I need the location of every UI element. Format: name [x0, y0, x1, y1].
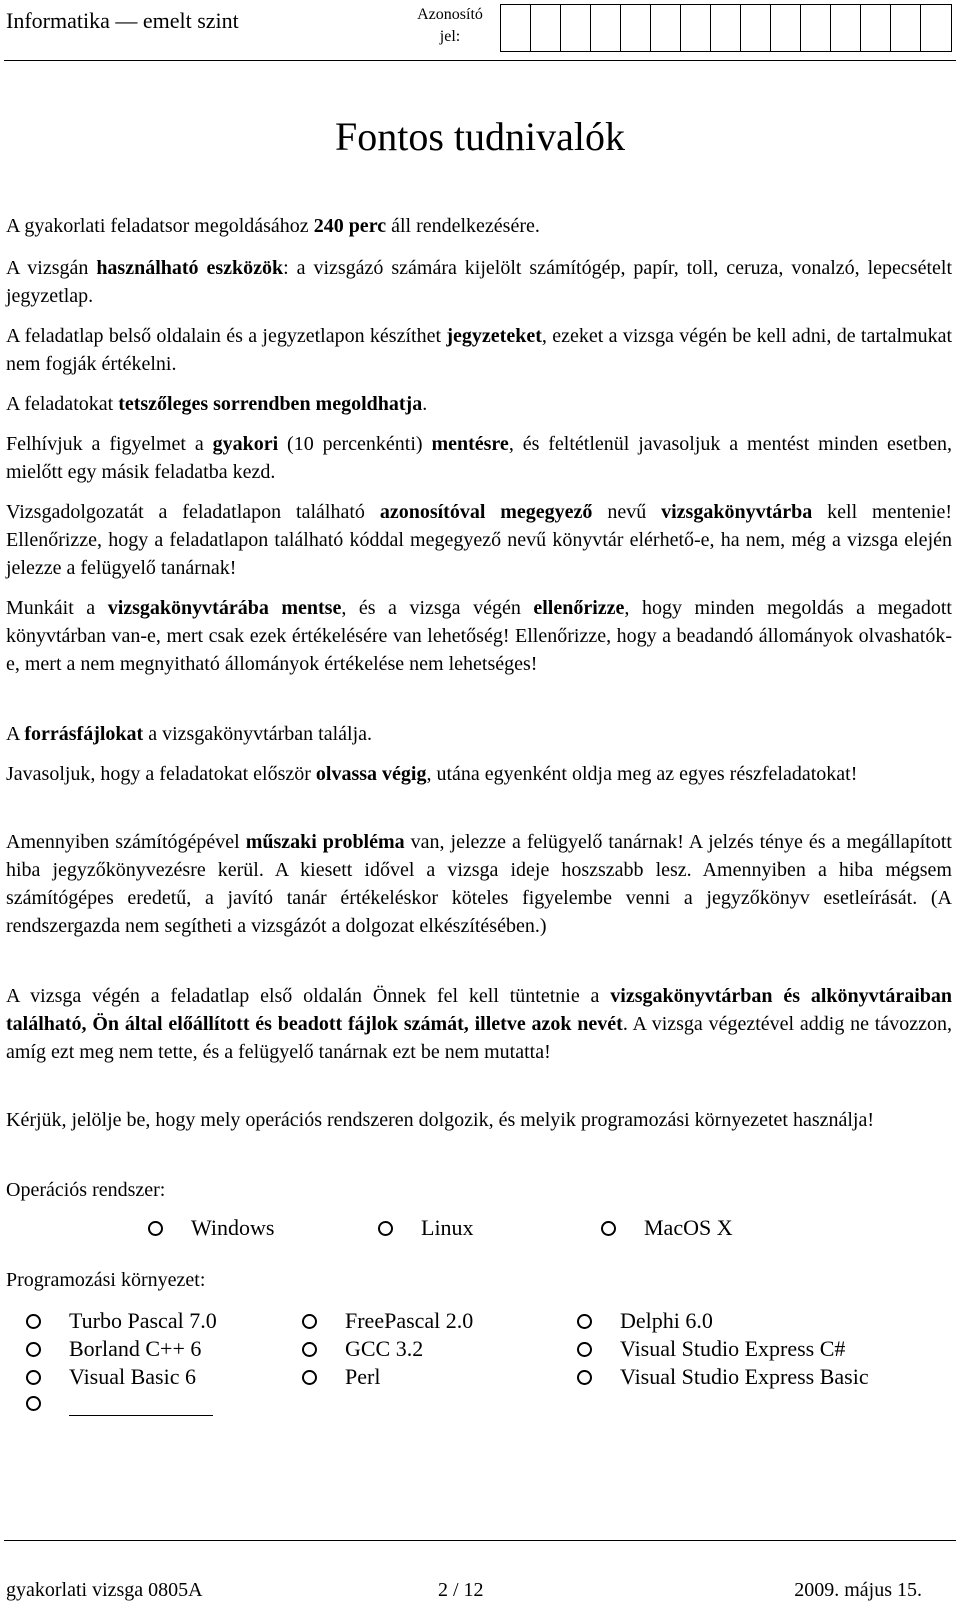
env-option-vs-express-csharp[interactable]	[577, 1335, 845, 1363]
id-box[interactable]	[741, 5, 771, 51]
env-option-label: Visual Basic 6	[69, 1364, 196, 1389]
radio-circle-icon[interactable]	[577, 1370, 592, 1385]
env-label: Programozási környezet:	[6, 1269, 206, 1291]
header-id-label	[405, 4, 495, 48]
radio-circle-icon[interactable]	[302, 1314, 317, 1329]
paragraph-technical-problem: Amennyiben számítógépével műszaki probléma van, jelezze a felügyelő tanárnak! A jelzés ténye és a megállapított hiba jegyzőkönyvezésre kerül. A kiesett idővel a vizsga ideje hoszszabb lesz. Amennyiben a hiba mégsem számítógépes eredetű, a javító tanár értékeléskor köteles figyelembe venni a jegyzőkönyv esetleírását. (A rendszergazda nem segítheti a vizsgázót a dolgozat elkészítésében.)	[6, 831, 952, 937]
paragraph-save-check: Munkáit a vizsgakönyvtárába mentse, és a vizsga végén ellenőrizze, hogy minden megoldás a megadott könyvtárban van-e, mert csak ezek értékelésére van lehetőség! Ellenőrizze, hogy a beadandó állományok olvashatók-e, mert a nem megnyitható állományok értékelése nem lehetséges!	[6, 597, 952, 675]
env-option-delphi[interactable]	[577, 1307, 713, 1335]
paragraph-order: A feladatokat tetszőleges sorrendben megoldhatja.	[6, 393, 428, 415]
id-box[interactable]	[861, 5, 891, 51]
os-option-label: Windows	[191, 1215, 275, 1240]
paragraph-file-count: A vizsga végén a feladatlap első oldalán Önnek fel kell tüntetnie a vizsgakönyvtárban és alkönyvtáraiban található, Ön által előállított és beadott fájlok számát, illetve azok nevét. A vizsga végeztével addig ne távozzon, amíg ezt meg nem tette, és a felügyelő tanárnak ezt be nem mutatta!	[6, 985, 952, 1063]
radio-circle-icon[interactable]	[302, 1342, 317, 1357]
env-option-visual-basic[interactable]	[26, 1363, 196, 1391]
radio-circle-icon[interactable]	[26, 1396, 41, 1411]
env-option-perl[interactable]	[302, 1363, 380, 1391]
paragraph-tools: A vizsgán használható eszközök: a vizsgázó számára kijelölt számítógép, papír, toll, ceruza, vonalzó, lepecsételt jegyzetlap.	[6, 257, 952, 307]
id-box[interactable]	[531, 5, 561, 51]
env-option-label: Visual Studio Express Basic	[620, 1364, 869, 1389]
env-option-label: Visual Studio Express C#	[620, 1336, 846, 1361]
radio-circle-icon[interactable]	[577, 1314, 592, 1329]
env-option-turbo-pascal[interactable]	[26, 1307, 217, 1335]
paragraph-time: A gyakorlati feladatsor megoldásához 240 perc áll rendelkezésére.	[6, 215, 540, 237]
id-box[interactable]	[591, 5, 621, 51]
paragraph-source-files: A forrásfájlokat a vizsgakönyvtárban találja.	[6, 723, 373, 745]
footer-divider	[4, 1540, 956, 1541]
os-option-macos[interactable]	[601, 1214, 733, 1242]
id-box[interactable]	[621, 5, 651, 51]
radio-circle-icon[interactable]	[148, 1221, 163, 1236]
os-label: Operációs rendszer:	[6, 1179, 166, 1201]
radio-circle-icon[interactable]	[26, 1314, 41, 1329]
paragraph-read-first: Javasoljuk, hogy a feladatokat először olvassa végig, utána egyenként oldja meg az egyes részfeladatokat!	[6, 763, 858, 785]
id-box[interactable]	[891, 5, 921, 51]
env-option-label: FreePascal 2.0	[345, 1308, 474, 1333]
radio-circle-icon[interactable]	[302, 1370, 317, 1385]
radio-circle-icon[interactable]	[26, 1370, 41, 1385]
id-box[interactable]	[681, 5, 711, 51]
id-box[interactable]	[771, 5, 801, 51]
env-option-label: Turbo Pascal 7.0	[69, 1308, 217, 1333]
os-option-linux[interactable]	[378, 1214, 474, 1242]
radio-circle-icon[interactable]	[577, 1342, 592, 1357]
footer-exam-code: gyakorlati vizsga 0805A	[6, 1579, 203, 1601]
id-box[interactable]	[831, 5, 861, 51]
id-box[interactable]	[711, 5, 741, 51]
env-option-vs-express-basic[interactable]	[577, 1363, 869, 1391]
os-option-windows[interactable]	[148, 1214, 274, 1242]
env-option-other[interactable]	[26, 1391, 213, 1416]
page-title: Fontos tudnivalók	[334, 114, 626, 159]
id-box[interactable]	[801, 5, 831, 51]
env-option-label: Perl	[345, 1364, 381, 1389]
id-box[interactable]	[921, 5, 951, 51]
footer-date: 2009. május 15.	[794, 1579, 922, 1601]
paragraph-exam-directory: Vizsgadolgozatát a feladatlapon található azonosítóval megegyező nevű vizsgakönyvtárba kell mentenie! Ellenőrizze, hogy a feladatlapon található kóddal megegyező nevű könyvtár elérhető-e, ha nem, még a vizsga elején jelezze a felügyelő tanárnak!	[6, 501, 952, 579]
header-subject: Informatika — emelt szint	[6, 8, 239, 33]
radio-circle-icon[interactable]	[601, 1221, 616, 1236]
header-id-label-line1: Azonosító	[417, 6, 483, 23]
paragraph-saving: Felhívjuk a figyelmet a gyakori (10 percenkénti) mentésre, és feltétlenül javasoljuk a mentést minden esetben, mielőtt egy másik feladatba kezd.	[6, 433, 952, 483]
env-option-label: GCC 3.2	[345, 1336, 424, 1361]
radio-circle-icon[interactable]	[26, 1342, 41, 1357]
id-box[interactable]	[501, 5, 531, 51]
os-option-label: MacOS X	[644, 1215, 733, 1240]
env-option-freepascal[interactable]	[302, 1307, 473, 1335]
header-divider	[4, 60, 956, 61]
id-box[interactable]	[561, 5, 591, 51]
radio-circle-icon[interactable]	[378, 1221, 393, 1236]
id-boxes	[500, 4, 952, 52]
footer-page-number: 2 / 12	[438, 1579, 484, 1601]
other-environment-blank-field[interactable]	[69, 1391, 213, 1416]
header-id-label-line2: jel:	[439, 28, 461, 45]
env-option-gcc[interactable]	[302, 1335, 423, 1363]
os-option-label: Linux	[421, 1215, 474, 1240]
id-box[interactable]	[651, 5, 681, 51]
paragraph-select-environment: Kérjük, jelölje be, hogy mely operációs rendszeren dolgozik, és melyik programozási környezetet használja!	[6, 1109, 875, 1131]
env-option-label: Borland C++ 6	[69, 1336, 202, 1361]
env-option-borland-cpp[interactable]	[26, 1335, 201, 1363]
env-option-label: Delphi 6.0	[620, 1308, 713, 1333]
paragraph-notes: A feladatlap belső oldalain és a jegyzetlapon készíthet jegyzeteket, ezeket a vizsga végén be kell adni, de tartalmukat nem fogják értékelni.	[6, 325, 953, 375]
